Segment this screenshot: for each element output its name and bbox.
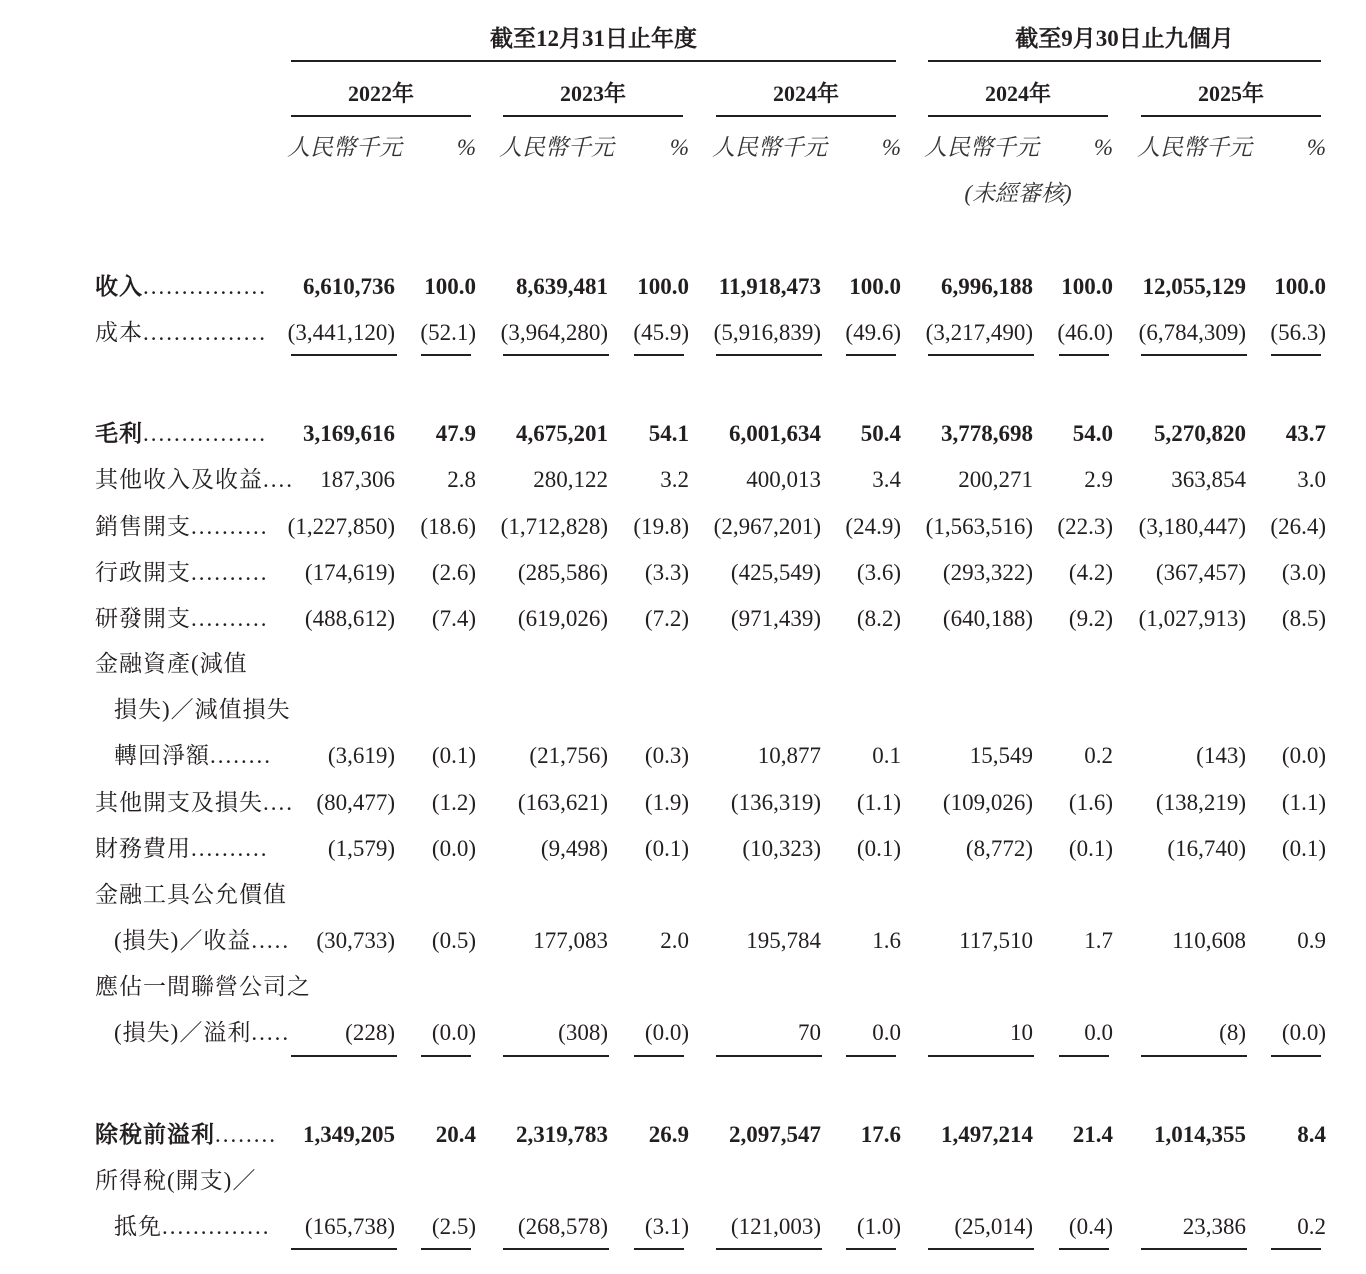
- percent-cell: 54.0: [1072, 421, 1113, 446]
- amount-cell: (2,967,201): [713, 514, 821, 539]
- percent-cell: 50.4: [860, 421, 901, 446]
- percent-cell: 3.0: [1297, 467, 1326, 492]
- percent-cell: (18.6): [420, 514, 476, 539]
- amount-cell: 1,497,214: [941, 1122, 1033, 1147]
- amount-cell: (25,014): [954, 1214, 1033, 1239]
- percent-cell: (52.1): [420, 320, 476, 345]
- amount-cell: (3,441,120): [287, 320, 395, 345]
- subtotal-rule-amount: [291, 1055, 397, 1057]
- year-rule: [716, 115, 896, 117]
- amount-cell: 5,270,820: [1154, 421, 1246, 446]
- percent-cell: (3.0): [1281, 560, 1326, 585]
- amount-cell: 117,510: [959, 928, 1033, 953]
- dot-leader: ................: [143, 274, 267, 299]
- subtotal-rule-percent: [634, 1248, 684, 1250]
- percent-cell: 0.9: [1297, 928, 1326, 953]
- amount-cell: (136,319): [730, 790, 821, 815]
- percent-cell: 54.1: [648, 421, 689, 446]
- subtotal-rule-amount: [928, 1055, 1034, 1057]
- subtotal-rule-amount: [1141, 354, 1247, 356]
- subtotal-rule-amount: [291, 1248, 397, 1250]
- row-label: 毛利: [95, 421, 143, 446]
- subtotal-rule-amount: [503, 1248, 609, 1250]
- row-label: 除稅前溢利: [95, 1122, 215, 1147]
- amount-cell: 8,639,481: [516, 274, 608, 299]
- percent-cell: (19.8): [633, 514, 689, 539]
- percent-cell: (0.0): [431, 1020, 476, 1045]
- amount-cell: (488,612): [304, 606, 395, 631]
- percent-cell: (0.3): [644, 743, 689, 768]
- subtotal-rule-percent: [634, 1055, 684, 1057]
- amount-cell: 6,610,736: [303, 274, 395, 299]
- percent-cell: 100.0: [1061, 274, 1113, 299]
- subtotal-rule-percent: [421, 1055, 471, 1057]
- amount-cell: (80,477): [316, 790, 395, 815]
- row-label: 金融資產(減值: [95, 651, 248, 676]
- percent-cell: 0.0: [872, 1020, 901, 1045]
- row-label: 銷售開支: [95, 514, 191, 539]
- amount-cell: 6,001,634: [729, 421, 821, 446]
- amount-cell: (121,003): [730, 1214, 821, 1239]
- amount-cell: 110,608: [1172, 928, 1246, 953]
- amount-cell: (21,756): [529, 743, 608, 768]
- percent-cell: 43.7: [1285, 421, 1326, 446]
- amount-cell: (425,549): [730, 560, 821, 585]
- group-rule-annual: [291, 60, 896, 62]
- row-label: 成本: [95, 320, 143, 345]
- subtotal-rule-amount: [291, 354, 397, 356]
- subtotal-rule-amount: [716, 354, 822, 356]
- dot-leader: ....: [263, 790, 294, 815]
- percent-cell: (1.9): [644, 790, 689, 815]
- unit-percent: %: [881, 135, 901, 160]
- amount-cell: (1,563,516): [925, 514, 1033, 539]
- percent-cell: (0.0): [1281, 1020, 1326, 1045]
- row-label: (損失)／收益: [114, 928, 252, 953]
- percent-cell: (7.4): [431, 606, 476, 631]
- amount-cell: (640,188): [942, 606, 1033, 631]
- percent-cell: (0.1): [856, 836, 901, 861]
- amount-cell: (109,026): [942, 790, 1033, 815]
- percent-cell: (46.0): [1057, 320, 1113, 345]
- amount-cell: 3,778,698: [941, 421, 1033, 446]
- subtotal-rule-amount: [716, 1055, 822, 1057]
- amount-cell: 200,271: [958, 467, 1033, 492]
- percent-cell: (49.6): [845, 320, 901, 345]
- row-label: 其他開支及損失: [95, 790, 263, 815]
- subtotal-rule-percent: [1271, 1055, 1321, 1057]
- subtotal-rule-percent: [634, 354, 684, 356]
- group-header-annual: 截至12月31日止年度: [490, 26, 697, 51]
- amount-cell: 2,319,783: [516, 1122, 608, 1147]
- unit-amount: 人民幣千元: [287, 135, 402, 160]
- amount-cell: (3,619): [327, 743, 395, 768]
- amount-cell: (1,712,828): [500, 514, 608, 539]
- percent-cell: (0.4): [1068, 1214, 1113, 1239]
- percent-cell: (3.6): [856, 560, 901, 585]
- subtotal-rule-amount: [928, 1248, 1034, 1250]
- percent-cell: 100.0: [637, 274, 689, 299]
- percent-cell: (56.3): [1270, 320, 1326, 345]
- dot-leader: ..........: [191, 560, 269, 585]
- percent-cell: (22.3): [1057, 514, 1113, 539]
- amount-cell: (16,740): [1167, 836, 1246, 861]
- unit-percent: %: [1093, 135, 1113, 160]
- amount-cell: (1,579): [327, 836, 395, 861]
- subtotal-rule-amount: [503, 354, 609, 356]
- subtotal-rule-percent: [1059, 1055, 1109, 1057]
- amount-cell: 1,014,355: [1154, 1122, 1246, 1147]
- percent-cell: 2.0: [660, 928, 689, 953]
- amount-cell: (8): [1219, 1020, 1246, 1045]
- amount-cell: 187,306: [320, 467, 395, 492]
- percent-cell: (3.3): [644, 560, 689, 585]
- percent-cell: 0.1: [872, 743, 901, 768]
- subtotal-rule-percent: [421, 354, 471, 356]
- amount-cell: (367,457): [1155, 560, 1246, 585]
- percent-cell: (0.0): [644, 1020, 689, 1045]
- group-rule-nine-months: [928, 60, 1321, 62]
- subtotal-rule-amount: [1141, 1055, 1247, 1057]
- year-rule: [928, 115, 1108, 117]
- unaudited-note: (未經審核): [964, 181, 1072, 206]
- amount-cell: 2,097,547: [729, 1122, 821, 1147]
- amount-cell: 400,013: [746, 467, 821, 492]
- amount-cell: 6,996,188: [941, 274, 1033, 299]
- percent-cell: 1.6: [872, 928, 901, 953]
- amount-cell: 195,784: [746, 928, 821, 953]
- amount-cell: 4,675,201: [516, 421, 608, 446]
- row-label: 轉回淨額: [114, 743, 210, 768]
- row-label: 財務費用: [95, 836, 191, 861]
- subtotal-rule-percent: [846, 1248, 896, 1250]
- amount-cell: (143): [1196, 743, 1246, 768]
- year-rule: [291, 115, 471, 117]
- percent-cell: 2.9: [1084, 467, 1113, 492]
- amount-cell: (1,027,913): [1138, 606, 1246, 631]
- unit-amount: 人民幣千元: [924, 135, 1039, 160]
- subtotal-rule-percent: [846, 354, 896, 356]
- amount-cell: (10,323): [742, 836, 821, 861]
- percent-cell: 100.0: [424, 274, 476, 299]
- percent-cell: (1.1): [1281, 790, 1326, 815]
- percent-cell: (0.1): [431, 743, 476, 768]
- row-label: 損失)／減值損失: [114, 697, 291, 722]
- percent-cell: (0.0): [1281, 743, 1326, 768]
- percent-cell: (3.1): [644, 1214, 689, 1239]
- percent-cell: (2.6): [431, 560, 476, 585]
- year-rule: [1141, 115, 1321, 117]
- percent-cell: (0.5): [431, 928, 476, 953]
- year-header: 2025年: [1197, 81, 1264, 106]
- amount-cell: 10,877: [757, 743, 821, 768]
- unit-percent: %: [1306, 135, 1326, 160]
- subtotal-rule-percent: [1059, 354, 1109, 356]
- group-header-nine-months: 截至9月30日止九個月: [1015, 26, 1234, 51]
- dot-leader: ........: [210, 743, 272, 768]
- subtotal-rule-amount: [716, 1248, 822, 1250]
- percent-cell: (0.1): [1281, 836, 1326, 861]
- percent-cell: 3.4: [872, 467, 901, 492]
- amount-cell: 10: [1010, 1020, 1033, 1045]
- row-label: 收入: [95, 274, 143, 299]
- percent-cell: 100.0: [849, 274, 901, 299]
- percent-cell: (0.0): [431, 836, 476, 861]
- percent-cell: 47.9: [435, 421, 476, 446]
- year-header: 2023年: [559, 81, 626, 106]
- percent-cell: (9.2): [1068, 606, 1113, 631]
- dot-leader: ..........: [191, 514, 269, 539]
- percent-cell: (1.0): [856, 1214, 901, 1239]
- amount-cell: 1,349,205: [303, 1122, 395, 1147]
- percent-cell: (2.5): [431, 1214, 476, 1239]
- percent-cell: (1.6): [1068, 790, 1113, 815]
- percent-cell: (45.9): [633, 320, 689, 345]
- year-header: 2024年: [772, 81, 839, 106]
- row-label: 抵免: [114, 1214, 162, 1239]
- percent-cell: 20.4: [435, 1122, 476, 1147]
- year-header: 2024年: [984, 81, 1051, 106]
- amount-cell: (308): [558, 1020, 608, 1045]
- percent-cell: 8.4: [1297, 1122, 1326, 1147]
- percent-cell: (0.1): [644, 836, 689, 861]
- subtotal-rule-amount: [928, 354, 1034, 356]
- percent-cell: (24.9): [845, 514, 901, 539]
- amount-cell: 3,169,616: [303, 421, 395, 446]
- row-label: (損失)／溢利: [114, 1020, 252, 1045]
- percent-cell: (7.2): [644, 606, 689, 631]
- unit-amount: 人民幣千元: [1137, 135, 1252, 160]
- amount-cell: 70: [798, 1020, 821, 1045]
- percent-cell: 1.7: [1084, 928, 1113, 953]
- percent-cell: (4.2): [1068, 560, 1113, 585]
- amount-cell: 11,918,473: [718, 274, 821, 299]
- amount-cell: (165,738): [304, 1214, 395, 1239]
- year-header: 2022年: [347, 81, 414, 106]
- percent-cell: 26.9: [648, 1122, 689, 1147]
- amount-cell: (6,784,309): [1138, 320, 1246, 345]
- percent-cell: (8.5): [1281, 606, 1326, 631]
- amount-cell: (8,772): [965, 836, 1033, 861]
- unit-amount: 人民幣千元: [712, 135, 827, 160]
- dot-leader: ....: [263, 467, 294, 492]
- dot-leader: ................: [143, 320, 267, 345]
- unit-amount: 人民幣千元: [499, 135, 614, 160]
- subtotal-rule-percent: [1059, 1248, 1109, 1250]
- dot-leader: .....: [251, 1020, 291, 1045]
- amount-cell: (163,621): [517, 790, 608, 815]
- subtotal-rule-amount: [1141, 1248, 1247, 1250]
- percent-cell: 0.2: [1084, 743, 1113, 768]
- subtotal-rule-percent: [1271, 354, 1321, 356]
- row-label: 其他收入及收益: [95, 467, 263, 492]
- amount-cell: 15,549: [969, 743, 1033, 768]
- amount-cell: (3,964,280): [500, 320, 608, 345]
- dot-leader: ..........: [191, 606, 269, 631]
- dot-leader: ........: [215, 1122, 277, 1147]
- amount-cell: (3,217,490): [925, 320, 1033, 345]
- subtotal-rule-percent: [1271, 1248, 1321, 1250]
- amount-cell: (174,619): [304, 560, 395, 585]
- row-label: 所得稅(開支)／: [95, 1168, 257, 1193]
- amount-cell: 12,055,129: [1142, 274, 1246, 299]
- row-label: 研發開支: [95, 606, 191, 631]
- amount-cell: (3,180,447): [1138, 514, 1246, 539]
- row-label: 應佔一間聯營公司之: [95, 974, 311, 999]
- amount-cell: (138,219): [1155, 790, 1246, 815]
- percent-cell: 2.8: [447, 467, 476, 492]
- percent-cell: 0.2: [1297, 1214, 1326, 1239]
- subtotal-rule-percent: [846, 1055, 896, 1057]
- amount-cell: (971,439): [730, 606, 821, 631]
- amount-cell: (293,322): [942, 560, 1033, 585]
- unit-percent: %: [669, 135, 689, 160]
- amount-cell: (5,916,839): [713, 320, 821, 345]
- amount-cell: 280,122: [533, 467, 608, 492]
- amount-cell: (1,227,850): [287, 514, 395, 539]
- amount-cell: (285,586): [517, 560, 608, 585]
- amount-cell: (9,498): [540, 836, 608, 861]
- row-label: 行政開支: [95, 560, 191, 585]
- percent-cell: 17.6: [860, 1122, 901, 1147]
- percent-cell: (8.2): [856, 606, 901, 631]
- dot-leader: .....: [251, 928, 291, 953]
- percent-cell: 21.4: [1072, 1122, 1113, 1147]
- amount-cell: 363,854: [1171, 467, 1246, 492]
- percent-cell: (1.2): [431, 790, 476, 815]
- amount-cell: 177,083: [533, 928, 608, 953]
- amount-cell: (30,733): [316, 928, 395, 953]
- percent-cell: (1.1): [856, 790, 901, 815]
- subtotal-rule-percent: [421, 1248, 471, 1250]
- row-label: 金融工具公允價值: [95, 882, 287, 907]
- dot-leader: ..........: [191, 836, 269, 861]
- unit-percent: %: [456, 135, 476, 160]
- subtotal-rule-amount: [503, 1055, 609, 1057]
- amount-cell: (228): [345, 1020, 395, 1045]
- amount-cell: 23,386: [1182, 1214, 1246, 1239]
- percent-cell: 100.0: [1274, 274, 1326, 299]
- year-rule: [503, 115, 683, 117]
- amount-cell: (619,026): [517, 606, 608, 631]
- percent-cell: (0.1): [1068, 836, 1113, 861]
- amount-cell: (268,578): [517, 1214, 608, 1239]
- percent-cell: 3.2: [660, 467, 689, 492]
- percent-cell: 0.0: [1084, 1020, 1113, 1045]
- dot-leader: ..............: [162, 1214, 271, 1239]
- percent-cell: (26.4): [1270, 514, 1326, 539]
- dot-leader: ................: [143, 421, 267, 446]
